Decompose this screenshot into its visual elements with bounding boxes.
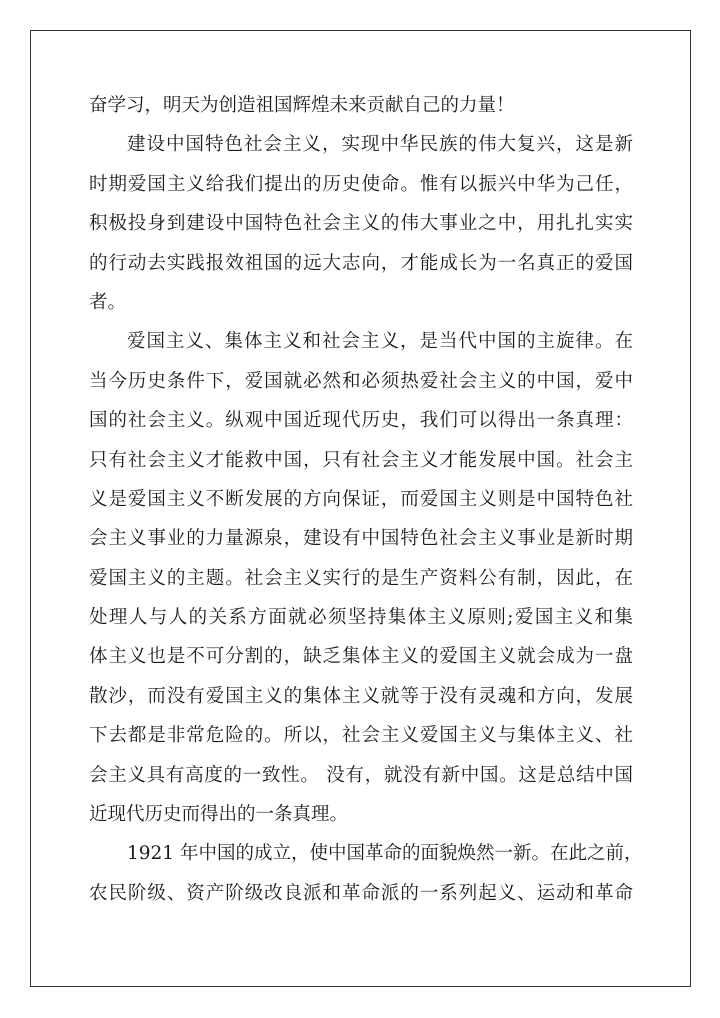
paragraph: [89, 125, 633, 322]
text-line: 爱国主义的主题。社会主义实行的是生产资料公有制，因此，在: [89, 567, 633, 589]
text-line: 积极投身到建设中国特色社会主义的伟大事业之中，用扎扎实实: [89, 213, 633, 235]
text-line: 国的社会主义。纵观中国近现代历史，我们可以得出一条真理：: [89, 410, 633, 432]
text-line: 处理人与人的关系方面就必须坚持集体主义原则;爱国主义和集: [89, 607, 633, 629]
paragraph: [89, 322, 633, 834]
text-line: 当今历史条件下，爱国就必然和必须热爱社会主义的中国，爱中: [89, 370, 633, 392]
text-line: 1921 年中国的成立，使中国革命的面貌焕然一新。在此之前，: [127, 843, 643, 865]
text-line: 散沙，而没有爱国主义的集体主义就等于没有灵魂和方向，发展: [89, 685, 633, 707]
paragraph: [89, 86, 633, 125]
text-line: 体主义也是不可分割的，缺乏集体主义的爱国主义就会成为一盘: [89, 646, 633, 668]
text-line: 者。: [89, 291, 127, 313]
paragraph: [89, 834, 643, 913]
text-line: 奋学习，明天为创造祖国辉煌未来贡献自己的力量！: [89, 95, 515, 116]
text-line: 爱国主义、集体主义和社会主义，是当代中国的主旋律。在: [127, 331, 633, 353]
text-line: 农民阶级、资产阶级改良派和革命派的一系列起义、运动和革命: [89, 882, 633, 904]
text-line: 会主义事业的力量源泉，建设有中国特色社会主义事业是新时期: [89, 528, 633, 550]
text-line: 只有社会主义才能救中国，只有社会主义才能发展中国。社会主: [89, 449, 633, 471]
text-line: 义是爱国主义不断发展的方向保证，而爱国主义则是中国特色社: [89, 488, 633, 510]
text-line: 近现代历史而得出的一条真理。: [89, 804, 349, 826]
text-line: 会主义具有高度的一致性。 没有，就没有新中国。这是总结中国: [89, 764, 633, 786]
text-line: 下去都是非常危险的。所以，社会主义爱国主义与集体主义、社: [89, 725, 633, 747]
text-line: 建设中国特色社会主义，实现中华民族的伟大复兴，这是新: [127, 134, 633, 156]
text-line: 的行动去实践报效祖国的远大志向，才能成长为一名真正的爱国: [89, 252, 633, 274]
text-line: 时期爱国主义给我们提出的历史使命。惟有以振兴中华为己任，: [89, 173, 633, 195]
document-body: [89, 86, 643, 913]
